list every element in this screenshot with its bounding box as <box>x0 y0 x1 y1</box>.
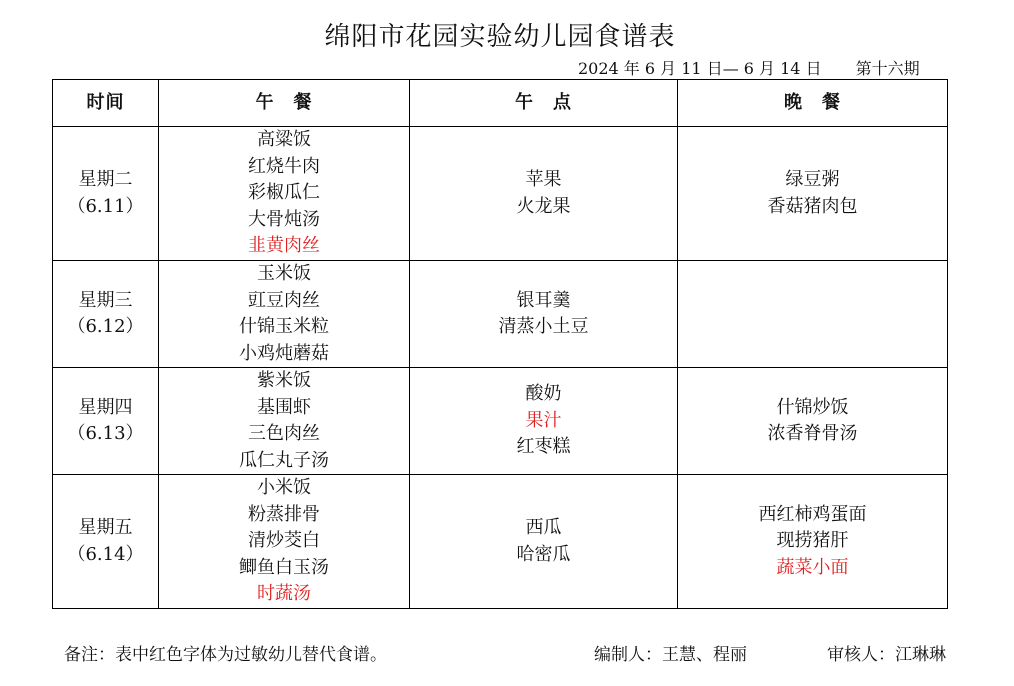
dinner-item: 西红柿鸡蛋面 <box>758 503 867 525</box>
lunch-item: 小鸡炖蘑菇 <box>239 342 329 364</box>
snack-item: 苹果 <box>525 169 562 190</box>
lunch-cell <box>159 127 410 261</box>
date-label: （6.13） <box>67 423 144 444</box>
snack-cell <box>410 127 678 261</box>
snack-item: 火龙果 <box>516 195 571 217</box>
lunch-item: 红烧牛肉 <box>248 155 320 177</box>
dinner-cell <box>678 261 948 368</box>
snack-item: 西瓜 <box>525 517 562 538</box>
date-issue-line <box>578 56 920 79</box>
header-dinner: 晚 餐 <box>678 80 948 127</box>
lunch-item: 小米饭 <box>257 477 311 499</box>
snack-cell <box>410 475 678 609</box>
dinner-item: 香菇猪肉包 <box>767 195 858 217</box>
lunch-item: 豇豆肉丝 <box>248 289 320 311</box>
footer-compiler: 编制人：王慧、程丽 <box>594 645 747 665</box>
dinner-cell <box>678 127 948 261</box>
dinner-item: 什锦炒饭 <box>776 396 849 418</box>
date-label: （6.11） <box>67 195 144 217</box>
lunch-item: 高粱饭 <box>257 129 311 151</box>
snack-item: 果汁 <box>525 409 562 431</box>
date-label: （6.12） <box>67 316 144 337</box>
snack-item: 银耳羹 <box>516 289 571 311</box>
day-cell <box>53 475 159 609</box>
lunch-item: 玉米饭 <box>257 263 311 284</box>
weekday-label: 星期五 <box>78 517 133 538</box>
lunch-cell <box>159 261 410 368</box>
lunch-item: 紫米饭 <box>257 370 311 391</box>
menu-table <box>52 79 948 609</box>
header-lunch: 午 餐 <box>159 80 410 127</box>
day-cell <box>53 261 159 368</box>
footer-note: 备注：表中红色字体为过敏幼儿替代食谱。 <box>64 645 387 665</box>
weekday-label: 星期二 <box>78 169 133 190</box>
lunch-item: 彩椒瓜仁 <box>248 182 320 204</box>
lunch-item: 清炒茭白 <box>248 530 320 552</box>
lunch-item: 粉蒸排骨 <box>248 503 320 525</box>
lunch-item: 三色肉丝 <box>248 423 320 444</box>
lunch-item: 时蔬汤 <box>257 583 311 605</box>
lunch-item: 什锦玉米粒 <box>239 316 329 337</box>
header-snack: 午 点 <box>410 80 678 127</box>
lunch-item: 大骨炖汤 <box>248 208 320 230</box>
header-row <box>53 80 948 127</box>
snack-cell <box>410 261 678 368</box>
date-range: 2024 年 6 月 11 日— 6 月 14 日 <box>578 59 822 78</box>
lunch-item: 瓜仁丸子汤 <box>239 449 329 471</box>
snack-item: 红枣糕 <box>516 436 571 458</box>
day-cell <box>53 127 159 261</box>
snack-item: 清蒸小土豆 <box>498 316 589 337</box>
snack-item: 哈密瓜 <box>516 543 571 565</box>
day-cell <box>53 368 159 475</box>
weekday-label: 星期三 <box>78 289 133 311</box>
day-row <box>53 368 948 475</box>
date-label: （6.14） <box>67 543 144 565</box>
lunch-item: 鲫鱼白玉汤 <box>239 556 329 578</box>
menu-body <box>53 127 948 609</box>
dinner-item: 绿豆粥 <box>785 169 840 190</box>
lunch-cell <box>159 368 410 475</box>
dinner-cell <box>678 368 948 475</box>
lunch-item: 基围虾 <box>257 396 311 418</box>
day-row <box>53 475 948 609</box>
day-row <box>53 261 948 368</box>
dinner-item: 蔬菜小面 <box>776 556 849 578</box>
page-title: 绵阳市花园实验幼儿园食谱表 <box>324 22 676 52</box>
weekday-label: 星期四 <box>78 396 133 418</box>
lunch-item: 韭黄肉丝 <box>248 235 320 257</box>
dinner-cell <box>678 475 948 609</box>
snack-cell <box>410 368 678 475</box>
day-row <box>53 127 948 261</box>
lunch-cell <box>159 475 410 609</box>
header-time: 时间 <box>53 80 159 127</box>
snack-item: 酸奶 <box>525 383 562 405</box>
dinner-item: 浓香脊骨汤 <box>767 423 858 444</box>
issue-number: 第十六期 <box>855 59 920 78</box>
dinner-item: 现捞猪肝 <box>776 530 849 552</box>
footer-reviewer: 审核人：江琳琳 <box>827 645 946 665</box>
